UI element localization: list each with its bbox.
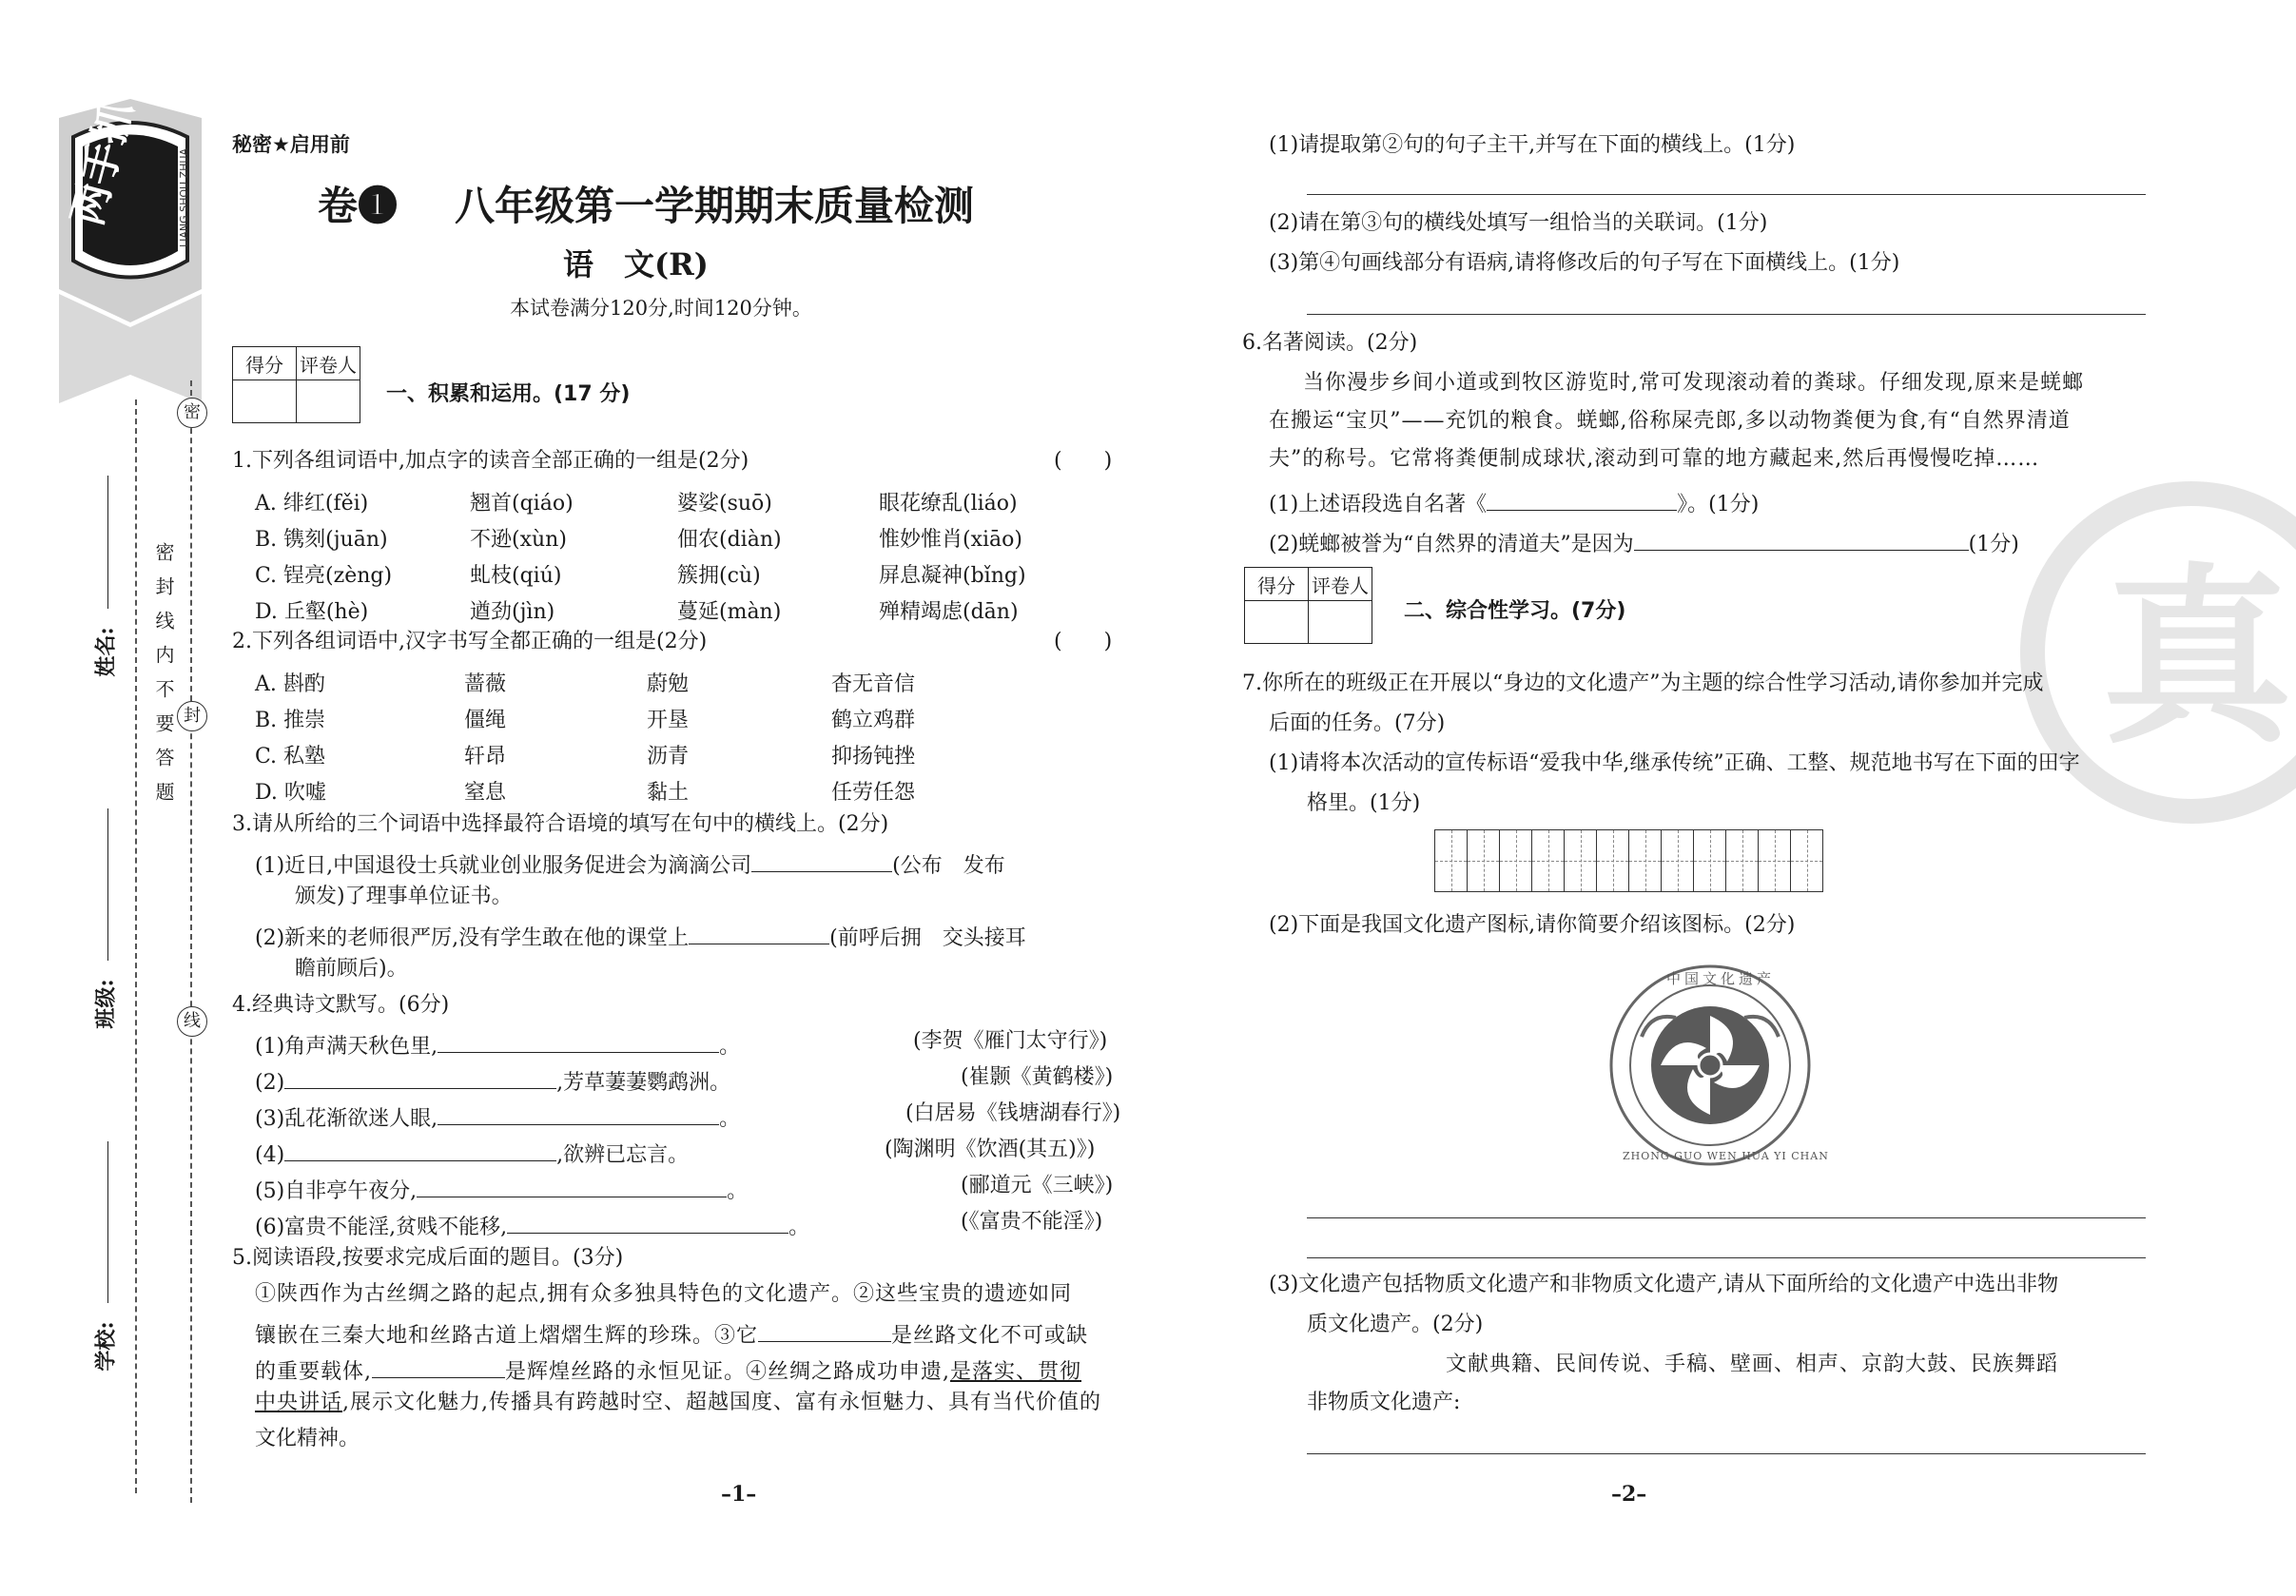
q2-answer-paren[interactable]: ( ) xyxy=(1054,630,1113,653)
score-cell[interactable] xyxy=(233,380,297,423)
q5-stem: 5.阅读语段,按要求完成后面的题目。(3分) xyxy=(232,1246,624,1270)
q5-sub3-answer-line[interactable] xyxy=(1307,314,2146,315)
q4-line-3: (3)乱花渐欲迷人眼, 。 xyxy=(255,1103,740,1130)
seal-char-mi: 密 xyxy=(177,398,207,428)
subject-title: 语 文(R) xyxy=(563,246,709,282)
q5-passage-5: 文化精神。 xyxy=(255,1427,360,1450)
q7-stem-1: 7.你所在的班级正在开展以“身边的文化遗产”为主题的综合性学习活动,请你参加并完成 xyxy=(1242,671,2044,695)
q3-sentence-1: (1)近日,中国退役士兵就业创业服务促进会为滴滴公司 (公布 发布 xyxy=(255,850,1005,877)
tianzige-cell[interactable] xyxy=(1791,830,1822,891)
tianzige-cell[interactable] xyxy=(1597,830,1629,891)
page-number-1: –1– xyxy=(721,1482,757,1507)
tianzige-cell[interactable] xyxy=(1694,830,1726,891)
q6-blank-2[interactable] xyxy=(1634,529,1969,551)
seal-char-feng: 封 xyxy=(177,701,207,731)
q7-sub3-a: (3)文化遗产包括物质文化遗产和非物质文化遗产,请从下面所给的文化遗产中选出非物 xyxy=(1269,1273,2059,1296)
tianzige-cell[interactable] xyxy=(1565,830,1597,891)
q7-sub3-b: 质文化遗产。(2分) xyxy=(1307,1313,1484,1336)
school-field[interactable]: 学校: xyxy=(93,1141,122,1360)
tianzige-cell[interactable] xyxy=(1629,830,1662,891)
q7-answer-label: 非物质文化遗产: xyxy=(1307,1391,1461,1414)
class-field[interactable]: 班级: xyxy=(93,808,122,1018)
q5-passage-3: 的重要载体, 是辉煌丝路的永恒见证。④丝绸之路成功申遗,是落实、贯彻 xyxy=(255,1356,1081,1383)
q4-line-5: (5)自非亭午夜分, 。 xyxy=(255,1176,748,1202)
q7-stem-2: 后面的任务。(7分) xyxy=(1269,711,1446,735)
q4-source-5: (郦道元《三峡》) xyxy=(961,1174,1114,1197)
seal-line-inner xyxy=(190,380,192,1503)
q7-sub1-b: 格里。(1分) xyxy=(1307,791,1421,815)
q5-sub3: (3)第④句画线部分有语病,请将修改后的句子写在下面横线上。(1分) xyxy=(1269,251,1900,275)
q6-sub2: (2)蜣螂被誉为“自然界的清道夫”是因为 (1分) xyxy=(1269,529,2019,555)
q7-sub3-answer-line[interactable] xyxy=(1307,1453,2146,1454)
tianzige-cell[interactable] xyxy=(1468,830,1500,891)
q4-line-2: (2) ,芳草萋萋鹦鹉洲。 xyxy=(255,1067,730,1094)
q7-sub2: (2)下面是我国文化遗产图标,请你简要介绍该图标。(2分) xyxy=(1269,913,1796,937)
q5-blank-1[interactable] xyxy=(758,1320,891,1342)
emblem-top-text: 中国文化遗产 xyxy=(1666,970,1776,987)
q3-blank-1[interactable] xyxy=(751,850,892,872)
q1-stem: 1.下列各组词语中,加点字的读音全部正确的一组是(2分) xyxy=(232,449,749,473)
q7-sub2-answer-line-1[interactable] xyxy=(1307,1217,2146,1218)
q4-line-4: (4) ,欲辨已忘言。 xyxy=(255,1139,689,1166)
logo-text: 两手抓 xyxy=(63,96,143,231)
q6-stem: 6.名著阅读。(2分) xyxy=(1242,331,1418,355)
page-number-2: –2– xyxy=(1611,1482,1647,1507)
score-box-1: 得分 评卷人 xyxy=(232,346,360,423)
q4-line-6: (6)富贵不能淫,贫贱不能移, 。 xyxy=(255,1212,809,1238)
emblem-bottom-text: ZHONG GUO WEN HUA YI CHAN xyxy=(1623,1150,1829,1162)
q6-passage-2: 在搬运“宝贝”——充饥的粮食。蜣螂,俗称屎壳郎,多以动物粪便为食,有“自然界清道 xyxy=(1269,409,2071,433)
grader-cell[interactable] xyxy=(297,380,360,423)
tianzige-grid[interactable] xyxy=(1434,829,1823,892)
q3-sentence-1-cont: 颁发)了理事单位证书。 xyxy=(295,885,513,908)
q3-sentence-2-cont: 瞻前顾后)。 xyxy=(295,957,408,981)
q6-blank-1[interactable] xyxy=(1487,489,1677,511)
q5-passage-2: 镶嵌在三秦大地和丝路古道上熠熠生辉的珍珠。③它 是丝路文化不可或缺 xyxy=(255,1320,1088,1347)
q7-heritage-list: 文献典籍、民间传说、手稿、壁画、相声、京韵大鼓、民族舞蹈 xyxy=(1446,1353,2059,1376)
q7-sub2-answer-line-2[interactable] xyxy=(1307,1257,2146,1258)
page-title: 八年级第一学期期末质量检测 xyxy=(455,183,975,229)
tianzige-cell[interactable] xyxy=(1532,830,1565,891)
q6-passage-1: 当你漫步乡间小道或到牧区游览时,常可发现滚动着的粪球。仔细发现,原来是蜣螂 xyxy=(1303,371,2084,395)
q5-sub1-answer-line[interactable] xyxy=(1307,194,2146,195)
tianzige-cell[interactable] xyxy=(1662,830,1694,891)
q4-source-4: (陶渊明《饮酒(其五)》) xyxy=(885,1138,1096,1161)
seal-char-xian: 线 xyxy=(177,1006,207,1037)
score-cell-2[interactable] xyxy=(1245,601,1309,644)
tianzige-cell[interactable] xyxy=(1726,830,1759,891)
paper-number: 卷❶ xyxy=(318,183,399,229)
q5-passage-4: 中央讲话,展示文化魅力,传播具有跨越时空、超越国度、富有永恒魅力、具有当代价值的 xyxy=(255,1391,1102,1414)
grader-cell-2[interactable] xyxy=(1309,601,1372,644)
exam-note: 本试卷满分120分,时间120分钟。 xyxy=(510,297,812,320)
watermark-stamp: 真 xyxy=(2020,481,2296,824)
name-field[interactable]: 姓名: xyxy=(93,476,122,666)
tianzige-cell[interactable] xyxy=(1435,830,1468,891)
q4-stem: 4.经典诗文默写。(6分) xyxy=(232,993,450,1017)
q3-sentence-2: (2)新来的老师很严厉,没有学生敢在他的课堂上 (前呼后拥 交头接耳 xyxy=(255,923,1026,949)
q4-source-1: (李贺《雁门太守行》) xyxy=(913,1029,1108,1053)
tianzige-cell[interactable] xyxy=(1759,830,1791,891)
seal-line-outer xyxy=(135,399,137,1493)
q4-source-6: (《富贵不能淫》) xyxy=(961,1210,1103,1234)
section1-title: 一、积累和运用。(17 分) xyxy=(386,382,631,406)
tianzige-cell[interactable] xyxy=(1500,830,1532,891)
q5-passage-1: ①陕西作为古丝绸之路的起点,拥有众多独具特色的文化遗产。②这些宝贵的遗迹如同 xyxy=(255,1282,1072,1306)
secret-label: 秘密★启用前 xyxy=(232,133,350,156)
q1-answer-paren[interactable]: ( ) xyxy=(1054,449,1113,473)
q6-passage-3: 夫”的称号。它常将粪便制成球状,滚动到可靠的地方藏起来,然后再慢慢吃掉…… xyxy=(1269,447,2040,471)
q3-stem: 3.请从所给的三个词语中选择最符合语境的填写在句中的横线上。(2分) xyxy=(232,812,889,836)
seal-note: 密封线内不要答题 xyxy=(152,542,175,816)
q5-sub2: (2)请在第③句的横线处填写一组恰当的关联词。(1分) xyxy=(1269,211,1768,235)
q5-sub1: (1)请提取第②句的句子主干,并写在下面的横线上。(1分) xyxy=(1269,133,1796,157)
q4-source-3: (白居易《钱塘湖春行》) xyxy=(905,1101,1121,1125)
logo-pinyin: LIANG SHOU ZHUA xyxy=(178,148,190,247)
q4-source-2: (崔颢《黄鹤楼》) xyxy=(961,1065,1114,1089)
cultural-heritage-emblem xyxy=(1585,955,1836,1176)
q2-stem: 2.下列各组词语中,汉字书写全都正确的一组是(2分) xyxy=(232,630,708,653)
q7-sub1-a: (1)请将本次活动的宣传标语“爱我中华,继承传统”正确、工整、规范地书写在下面的田字 xyxy=(1269,751,2080,775)
q3-blank-2[interactable] xyxy=(689,923,829,944)
q4-line-1: (1)角声满天秋色里, 。 xyxy=(255,1031,740,1058)
score-box-2: 得分 评卷人 xyxy=(1244,567,1372,644)
section2-title: 二、综合性学习。(7分) xyxy=(1404,599,1626,623)
q6-sub1: (1)上述语段选自名著《 》。(1分) xyxy=(1269,489,1759,516)
q5-blank-2[interactable] xyxy=(372,1356,505,1378)
